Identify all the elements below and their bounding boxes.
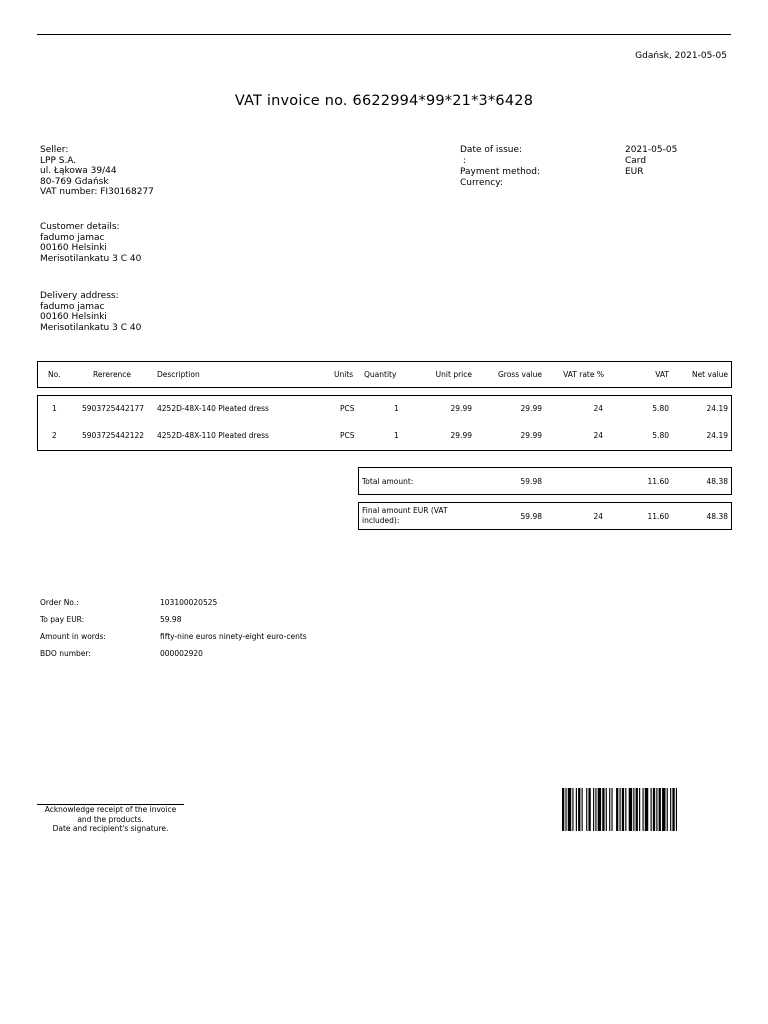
row-net-value: 24.19 [706,431,728,440]
row-reference: 5903725442177 [82,404,145,413]
seller-name: LPP S.A. [40,155,77,166]
final-amount-label-2: included): [362,516,400,525]
row-unit-price: 29.99 [450,431,472,440]
row-vat: 5.80 [652,404,669,413]
row-no: 2 [52,431,57,440]
row-vat-rate: 24 [593,404,603,413]
seller-street: ul. Łąkowa 39/44 [40,166,117,176]
row-gross-value: 29.99 [520,431,542,440]
order-no-label: Order No.: [40,598,79,607]
payment-method-label: Payment method: [460,167,541,177]
col-no: No. [48,370,61,379]
seller-vat-number: VAT number: FI30168277 [40,187,154,197]
date-of-issue-label: Date of issue: [460,145,523,155]
seller-block [40,145,154,198]
col-vat: VAT [655,370,669,379]
row-reference: 5903725442122 [82,431,145,440]
final-net: 48.38 [706,512,728,521]
col-description: Description [157,370,200,379]
final-vat: 11.60 [647,512,669,521]
row-vat: 5.80 [652,431,669,440]
signature-caption [37,805,184,834]
items-table-header [37,361,732,388]
customer-city: 00160 Helsinki [40,243,107,253]
delivery-street: Merisotilankatu 3 C 40 [40,322,142,333]
row-units: PCS [340,404,355,413]
delivery-city: 00160 Helsinki [40,312,107,322]
row-quantity: 1 [394,431,399,440]
row-description: 4252D-48X-110 Pleated dress [157,431,269,440]
to-pay-value: 59.98 [160,615,182,624]
final-amount-box [358,502,732,530]
col-reference: Rererence [93,370,132,379]
meta-values [625,145,677,178]
bdo-number-value: 000002920 [160,649,203,658]
row-units: PCS [340,431,355,440]
final-gross: 59.98 [520,512,542,521]
total-gross: 59.98 [520,477,542,486]
col-quantity: Quantity [364,370,397,379]
customer-name: fadumo jamac [40,232,105,243]
signature-caption-line-1: Acknowledge receipt of the invoice [44,805,177,814]
order-no-value: 103100020525 [160,598,218,607]
meta-labels [460,145,540,189]
blank-label: : [460,156,466,166]
seller-city: 80-769 Gdańsk [40,176,109,187]
customer-street: Merisotilankatu 3 C 40 [40,253,142,264]
delivery-heading: Delivery address: [40,291,119,301]
row-no: 1 [52,404,57,413]
signature-caption-line-3: Date and recipient's signature. [52,824,169,833]
col-vat-rate: VAT rate % [563,370,604,379]
final-amount-label-1: Final amount EUR (VAT [362,506,448,515]
row-unit-price: 29.99 [450,404,472,413]
currency-label: Currency: [460,178,503,188]
barcode-icon [562,788,717,831]
col-unit-price: Unit price [435,370,472,379]
invoice-title: VAT invoice no. 6622994*99*21*3*6428 [234,93,534,109]
date-of-issue-value: 2021-05-05 [625,145,678,155]
to-pay-label: To pay EUR: [40,615,85,624]
total-net: 48.38 [706,477,728,486]
row-gross-value: 29.99 [520,404,542,413]
delivery-name: fadumo jamac [40,301,105,312]
customer-heading: Customer details: [40,222,120,232]
row-net-value: 24.19 [706,404,728,413]
bdo-number-label: BDO number: [40,649,91,658]
top-rule [37,34,731,35]
customer-block [40,222,141,264]
total-vat: 11.60 [647,477,669,486]
delivery-block [40,291,141,333]
row-vat-rate: 24 [593,431,603,440]
amount-in-words-label: Amount in words: [40,632,106,641]
row-quantity: 1 [394,404,399,413]
payment-method-value: Card [625,156,647,166]
total-amount-box [358,467,732,495]
col-net-value: Net value [691,370,728,379]
row-description: 4252D-48X-140 Pleated dress [157,404,269,413]
col-units: Units [334,370,354,379]
currency-value: EUR [625,167,644,177]
place-date: Gdańsk, 2021-05-05 [635,51,727,61]
final-vat-rate: 24 [593,512,603,521]
col-gross-value: Gross value [497,370,542,379]
amount-in-words-value: fifty-nine euros ninety-eight euro-cents [160,632,307,641]
total-amount-label: Total amount: [362,477,414,486]
signature-caption-line-2: and the products. [77,814,144,824]
seller-heading: Seller: [40,145,69,155]
items-table-body [37,395,732,451]
